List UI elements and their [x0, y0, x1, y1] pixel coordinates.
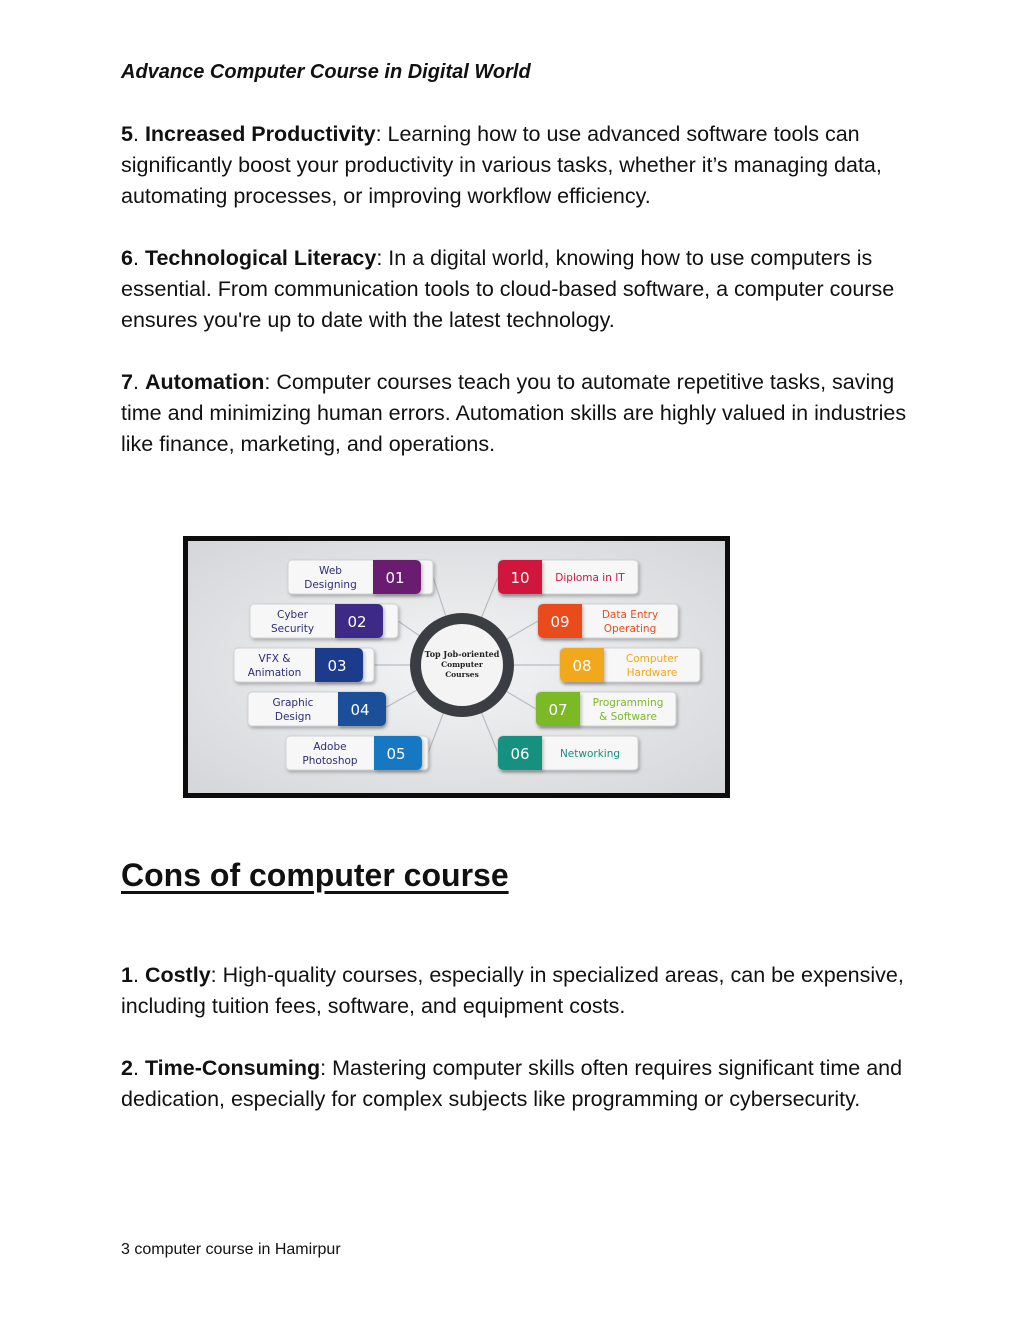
- course-label-line1: Web: [319, 565, 342, 577]
- pro-item-productivity: 5. Increased Productivity: Learning how to use advanced software tools can significantly boost your productivity in various tasks, whether it’s managing data, automating processes, or improving workflow efficiency.: [121, 122, 882, 208]
- courses-infographic: [183, 536, 730, 798]
- item-text: Computer courses teach you to automate repetitive tasks, saving time and minimizing human errors. Automation skills are highly valued in industries like finance, marketing, and operations.: [121, 370, 907, 456]
- center-hub: [410, 613, 514, 717]
- item-term: Time-Consuming: [144, 1056, 321, 1080]
- course-label-line2: Hardware: [626, 667, 678, 679]
- course-number: 07: [548, 701, 568, 719]
- course-label-line2: Designing: [304, 579, 357, 591]
- course-item-left: [286, 736, 428, 770]
- course-item-right: [498, 736, 638, 770]
- course-label-line2: & Software: [599, 711, 657, 723]
- item-text: In a digital world, knowing how to use computers is essential. From communication tools to cloud-based software, a computer course ensures you're up to date with the latest technology.: [121, 246, 895, 332]
- item-term: Technological Literacy: [144, 246, 377, 270]
- hub-text-line3: Courses: [445, 670, 479, 679]
- course-label-line1: Data Entry: [601, 609, 659, 621]
- course-label-line2: Security: [270, 623, 315, 635]
- item-term: Increased Productivity: [144, 122, 376, 146]
- course-number: 01: [385, 569, 405, 587]
- hub-text-line2: Computer: [441, 660, 483, 669]
- course-label-line1: VFX &: [258, 653, 291, 665]
- course-number: 05: [386, 745, 406, 763]
- course-label-line2: Photoshop: [302, 755, 358, 767]
- course-number: 04: [350, 701, 370, 719]
- infographic-canvas: [188, 541, 725, 793]
- item-number: 6: [121, 246, 133, 270]
- course-label-line1: Graphic: [272, 697, 314, 709]
- course-number: 06: [510, 745, 530, 763]
- course-label-line2: Design: [274, 711, 312, 723]
- course-item-right: [536, 692, 676, 726]
- course-item-left: [248, 692, 386, 726]
- course-number: 02: [347, 613, 367, 631]
- course-item-left: [288, 560, 433, 594]
- course-item-left: [250, 604, 398, 638]
- cons-heading: Cons of computer course: [121, 857, 509, 893]
- con-item-costly: 1. Costly: High-quality courses, especially in specialized areas, can be expensive, including tuition fees, software, and equipment costs.: [121, 963, 904, 1018]
- item-number: 1: [121, 963, 133, 987]
- item-text: Learning how to use advanced software tools can significantly boost your productivity in various tasks, whether it’s managing data, automating processes, or improving workflow efficiency.: [121, 122, 882, 208]
- item-number: 2: [121, 1056, 133, 1080]
- course-number: 03: [327, 657, 347, 675]
- item-term: Automation: [144, 370, 265, 394]
- course-label-line1: Cyber: [277, 609, 308, 621]
- con-item-time-consuming: 2. Time-Consuming: Mastering computer skills often requires significant time and dedication, especially for complex subjects like programming or cybersecurity.: [121, 1056, 903, 1111]
- item-text: Mastering computer skills often requires significant time and dedication, especially for complex subjects like programming or cybersecurity.: [121, 1056, 903, 1111]
- course-label-line1: Programming: [592, 697, 664, 709]
- item-term: Costly: [144, 963, 211, 987]
- course-label-line1: Computer: [625, 653, 679, 665]
- pro-item-literacy: 6. Technological Literacy: In a digital world, knowing how to use computers is essential. From communication tools to cloud-based software, a computer course ensures you're up to date with the latest technology.: [121, 246, 895, 332]
- course-number: 10: [510, 569, 530, 587]
- course-item-right: [498, 560, 638, 594]
- course-item-right: [560, 648, 700, 682]
- course-item-right: [538, 604, 678, 638]
- course-label-line1: Networking: [559, 748, 621, 760]
- item-text: High-quality courses, especially in specialized areas, can be expensive, including tuition fees, software, and equipment costs.: [121, 963, 904, 1018]
- course-number: 09: [550, 613, 570, 631]
- page-header: Advance Computer Course in Digital World: [121, 61, 531, 83]
- hub-text-line1: Top Job-oriented: [424, 649, 500, 659]
- course-label-line2: Animation: [247, 667, 302, 679]
- course-label-line1: Adobe: [313, 741, 347, 753]
- item-number: 7: [121, 370, 133, 394]
- course-item-left: [234, 648, 374, 682]
- item-number: 5: [121, 122, 133, 146]
- course-number: 08: [572, 657, 592, 675]
- course-label-line2: Operating: [603, 623, 657, 635]
- pro-item-automation: 7. Automation: Computer courses teach you to automate repetitive tasks, saving time and minimizing human errors. Automation skills are highly valued in industries like finance, marketing, and operations.: [121, 370, 907, 456]
- course-label-line1: Diploma in IT: [555, 572, 625, 584]
- page-footer: 3 computer course in Hamirpur: [121, 1241, 341, 1258]
